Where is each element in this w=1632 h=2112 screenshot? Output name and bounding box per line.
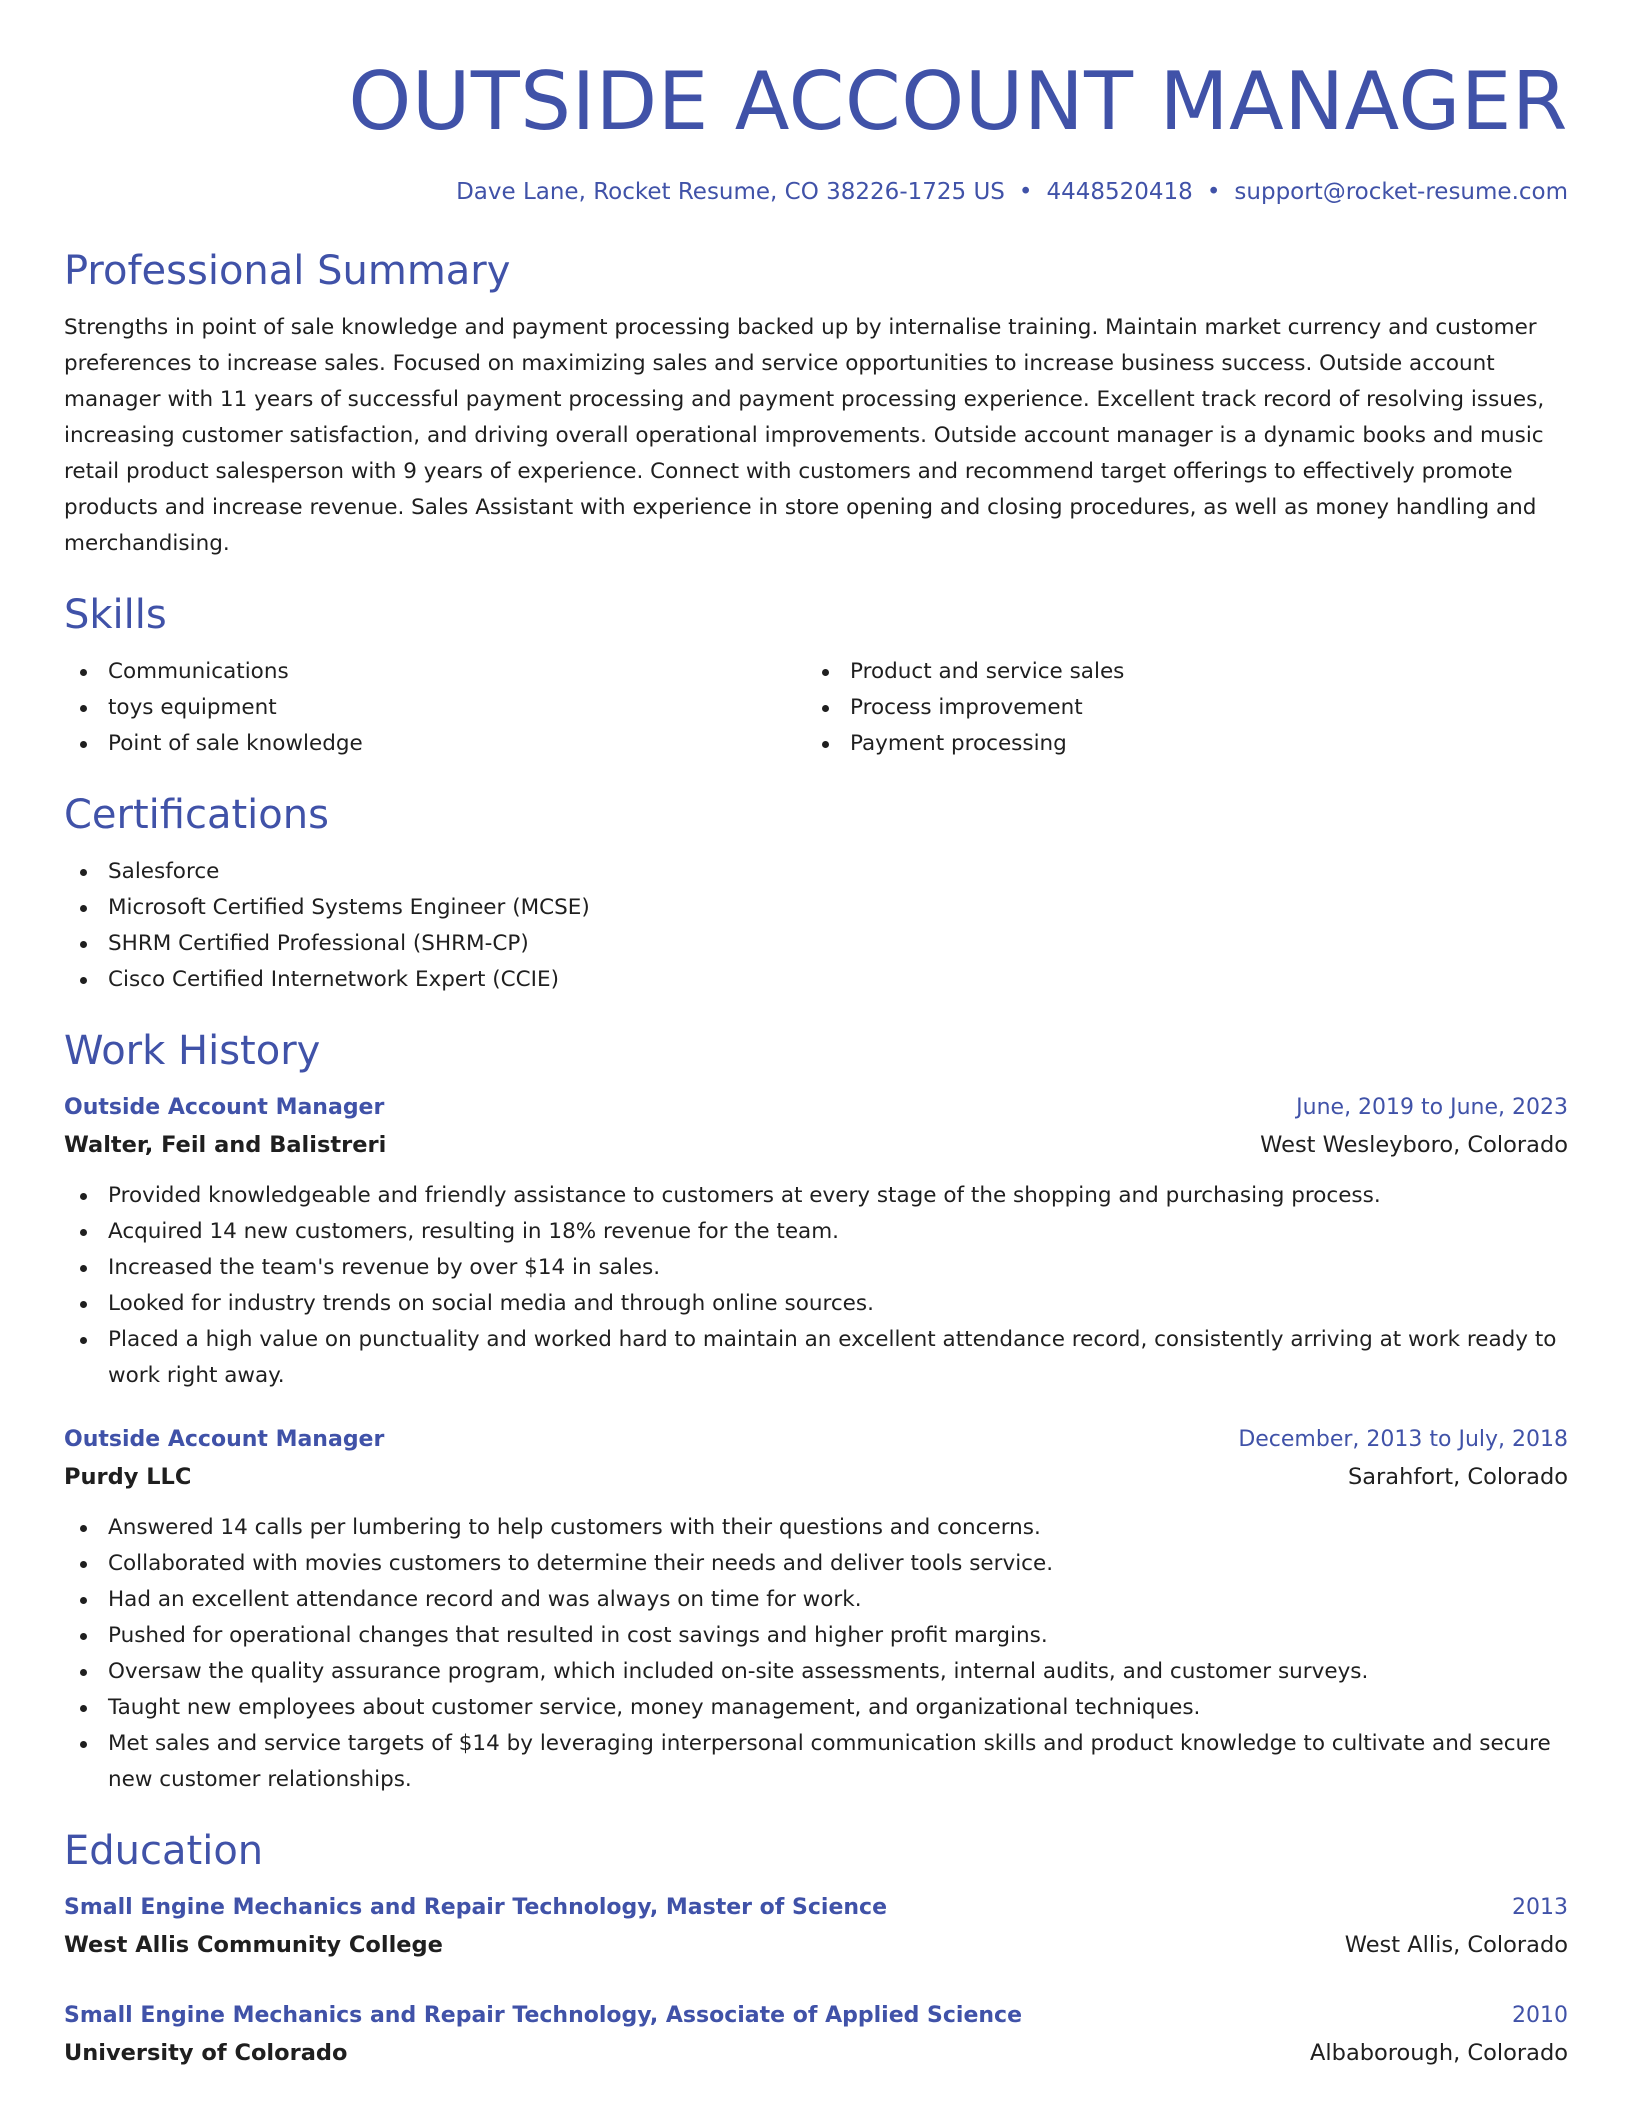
certification-item: Microsoft Certified Systems Engineer (MCSE) bbox=[64, 890, 1568, 926]
job-location: West Wesleyboro, Colorado bbox=[1260, 1132, 1568, 1158]
education-school: West Allis Community College bbox=[64, 1932, 443, 1958]
summary-heading: Professional Summary bbox=[64, 248, 511, 294]
skill-item: Point of sale knowledge bbox=[64, 726, 806, 762]
job-location: Sarahfort, Colorado bbox=[1347, 1464, 1568, 1490]
certifications-heading: Certifications bbox=[64, 792, 329, 838]
job-bullet: Provided knowledgeable and friendly assistance to customers at every stage of the shopping and purchasing process. bbox=[64, 1178, 1568, 1214]
contact-email[interactable]: support@rocket-resume.com bbox=[1234, 179, 1568, 205]
job-bullet: Acquired 14 new customers, resulting in 18% revenue for the team. bbox=[64, 1214, 1568, 1250]
contact-address: Dave Lane, Rocket Resume, CO 38226-1725 US bbox=[456, 179, 1005, 205]
education-degree: Small Engine Mechanics and Repair Technology, Master of Science bbox=[64, 1895, 887, 1920]
skills-column-left bbox=[64, 654, 806, 762]
skill-item: toys equipment bbox=[64, 690, 806, 726]
job-bullet: Placed a high value on punctuality and worked hard to maintain an excellent attendance record, consistently arriving at work ready to work right away. bbox=[64, 1322, 1568, 1394]
job-entry bbox=[64, 1422, 1568, 1798]
education-degree: Small Engine Mechanics and Repair Technology, Associate of Applied Science bbox=[64, 2003, 1022, 2028]
job-title: Outside Account Manager bbox=[64, 1095, 385, 1120]
job-bullet: Pushed for operational changes that resulted in cost savings and higher profit margins. bbox=[64, 1618, 1568, 1654]
education-year: 2013 bbox=[1512, 1895, 1568, 1920]
contact-separator: • bbox=[1206, 179, 1221, 205]
job-bullet: Met sales and service targets of $14 by leveraging interpersonal communication skills and product knowledge to cultivate and secure new customer relationships. bbox=[64, 1726, 1568, 1798]
job-company: Walter, Feil and Balistreri bbox=[64, 1132, 387, 1158]
contact-separator: • bbox=[1018, 179, 1033, 205]
job-dates: June, 2019 to June, 2023 bbox=[1296, 1095, 1568, 1120]
job-dates: December, 2013 to July, 2018 bbox=[1238, 1427, 1568, 1452]
education-location: West Allis, Colorado bbox=[1344, 1932, 1568, 1958]
contact-phone: 4448520418 bbox=[1046, 179, 1193, 205]
summary-text: Strengths in point of sale knowledge and payment processing backed up by internalise training. Maintain market currency and customer preferences to increase sales. Focused on maximizing sales and service opportunities to increase business success. Outside account manager with 11 years of successful payment processing and payment processing experience. Excellent track record of resolving issues, increasing customer satisfaction, and driving overall operational improvements. Outside account manager is a dynamic books and music retail product salesperson with 9 years of experience. Connect with customers and recommend target offerings to effectively promote products and increase revenue. Sales Assistant with experience in store opening and closing procedures, as well as money handling and merchandising. bbox=[64, 315, 1545, 556]
job-bullets bbox=[64, 1510, 1568, 1798]
job-bullet: Looked for industry trends on social media and through online sources. bbox=[64, 1286, 1568, 1322]
skill-item: Payment processing bbox=[806, 726, 1548, 762]
skills-list bbox=[64, 654, 1568, 762]
page-title: OUTSIDE ACCOUNT MANAGER bbox=[348, 55, 1568, 148]
job-company: Purdy LLC bbox=[64, 1464, 192, 1490]
education-location: Albaborough, Colorado bbox=[1310, 2040, 1568, 2066]
certification-item: Cisco Certified Internetwork Expert (CCIE) bbox=[64, 962, 1568, 998]
certification-item: SHRM Certified Professional (SHRM-CP) bbox=[64, 926, 1568, 962]
job-bullet: Had an excellent attendance record and was always on time for work. bbox=[64, 1582, 1568, 1618]
education-entry bbox=[64, 1998, 1568, 2072]
education-school: University of Colorado bbox=[64, 2040, 348, 2066]
certifications-list bbox=[64, 854, 1568, 998]
skill-item: Process improvement bbox=[806, 690, 1548, 726]
education-heading: Education bbox=[64, 1828, 264, 1874]
skill-item: Communications bbox=[64, 654, 806, 690]
job-bullet: Oversaw the quality assurance program, which included on-site assessments, internal audits, and customer surveys. bbox=[64, 1654, 1568, 1690]
skill-item: Product and service sales bbox=[806, 654, 1548, 690]
skills-column-right bbox=[806, 654, 1548, 762]
job-bullet: Collaborated with movies customers to determine their needs and deliver tools service. bbox=[64, 1546, 1568, 1582]
job-title: Outside Account Manager bbox=[64, 1427, 385, 1452]
skills-heading: Skills bbox=[64, 592, 167, 638]
education-year: 2010 bbox=[1512, 2003, 1568, 2028]
education-entry bbox=[64, 1890, 1568, 1964]
job-bullet: Increased the team's revenue by over $14 in sales. bbox=[64, 1250, 1568, 1286]
job-bullets bbox=[64, 1178, 1568, 1394]
job-entry bbox=[64, 1090, 1568, 1394]
contact-line bbox=[64, 174, 1568, 210]
job-bullet: Answered 14 calls per lumbering to help customers with their questions and concerns. bbox=[64, 1510, 1568, 1546]
certification-item: Salesforce bbox=[64, 854, 1568, 890]
job-bullet: Taught new employees about customer service, money management, and organizational techniques. bbox=[64, 1690, 1568, 1726]
work-history-heading: Work History bbox=[64, 1028, 321, 1074]
